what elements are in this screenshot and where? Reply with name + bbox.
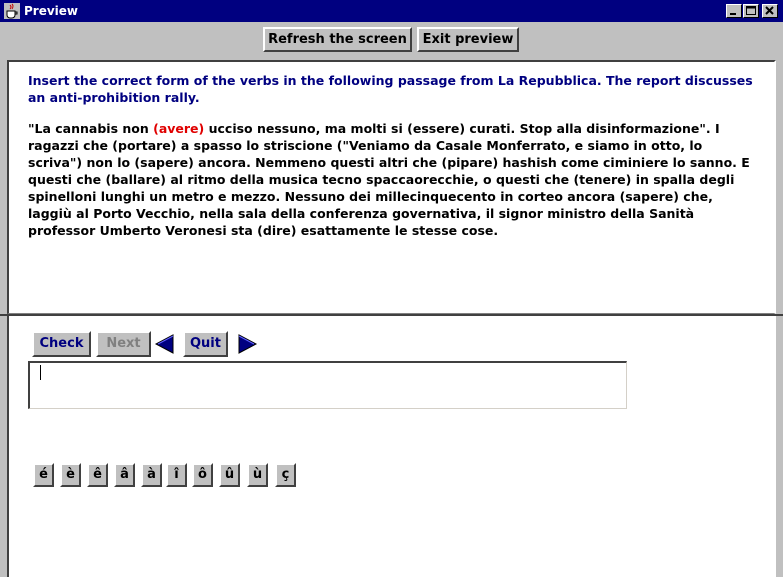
check-button[interactable]: Check — [32, 331, 91, 357]
minimize-button[interactable] — [726, 4, 742, 18]
accent-key-u-grave[interactable]: ù — [247, 463, 268, 487]
refresh-screen-button[interactable]: Refresh the screen — [263, 27, 412, 52]
exercise-instructions: Insert the correct form of the verbs in the following passage from La Repubblica. The report discusses an anti-prohibition rally. — [28, 73, 753, 105]
triangle-left-icon[interactable] — [154, 333, 176, 355]
accent-key-i-circumflex[interactable]: î — [166, 463, 187, 487]
text-caret — [40, 365, 41, 380]
close-button[interactable] — [762, 4, 778, 18]
accent-key-e-grave[interactable]: è — [60, 463, 81, 487]
maximize-button[interactable] — [743, 4, 759, 18]
accent-key-u-circumflex[interactable]: û — [219, 463, 240, 487]
next-button[interactable]: Next — [96, 331, 151, 357]
close-icon — [763, 5, 777, 17]
accent-key-c-cedilla[interactable]: ç — [275, 463, 296, 487]
exercise-text-panel[interactable] — [7, 60, 776, 314]
accent-key-e-acute[interactable]: é — [33, 463, 54, 487]
passage-text-after: ucciso nessuno, ma molti si (essere) curati. Stop alla disinformazione". I ragazzi che (portare) a spasso lo striscione ("Veniamo da Casale Monferrato, e siamo in otto, lo scriva") non lo (sapere) ancora. Nemmeno questi altri che (pipare) hashish come ciminiere lo sanno. E questi che (ballare) al ritmo della musica tecno spaccaorecchie, o questi che (tenere) in spalla degli spinelloni lunghi un metro e mezzo. Nessuno dei millecinquecento in corteo ancora (sapere) che, laggiù al Porto Vecchio, nella sala della conferenza governativa, il signor ministro della Sanità professor Umberto Veronesi sta (dire) esattamente le stesse cose. — [28, 121, 750, 238]
quit-button[interactable]: Quit — [183, 331, 228, 357]
accent-key-a-grave[interactable]: à — [141, 463, 162, 487]
accent-key-o-circumflex[interactable]: ô — [192, 463, 213, 487]
passage-text-before: "La cannabis non — [28, 121, 154, 136]
answer-input[interactable] — [28, 361, 627, 409]
exercise-passage — [28, 120, 758, 239]
triangle-right-icon[interactable] — [236, 333, 258, 355]
toolbar — [0, 22, 783, 58]
accent-key-e-circumflex[interactable]: ê — [87, 463, 108, 487]
minimize-icon — [727, 5, 741, 17]
window-title: Preview — [24, 4, 79, 18]
accent-key-a-circumflex[interactable]: â — [114, 463, 135, 487]
java-cup-icon — [4, 3, 20, 19]
title-bar[interactable] — [0, 0, 783, 22]
current-verb-highlight: (avere) — [153, 121, 205, 136]
exit-preview-button[interactable]: Exit preview — [417, 27, 519, 52]
maximize-icon — [744, 5, 758, 17]
